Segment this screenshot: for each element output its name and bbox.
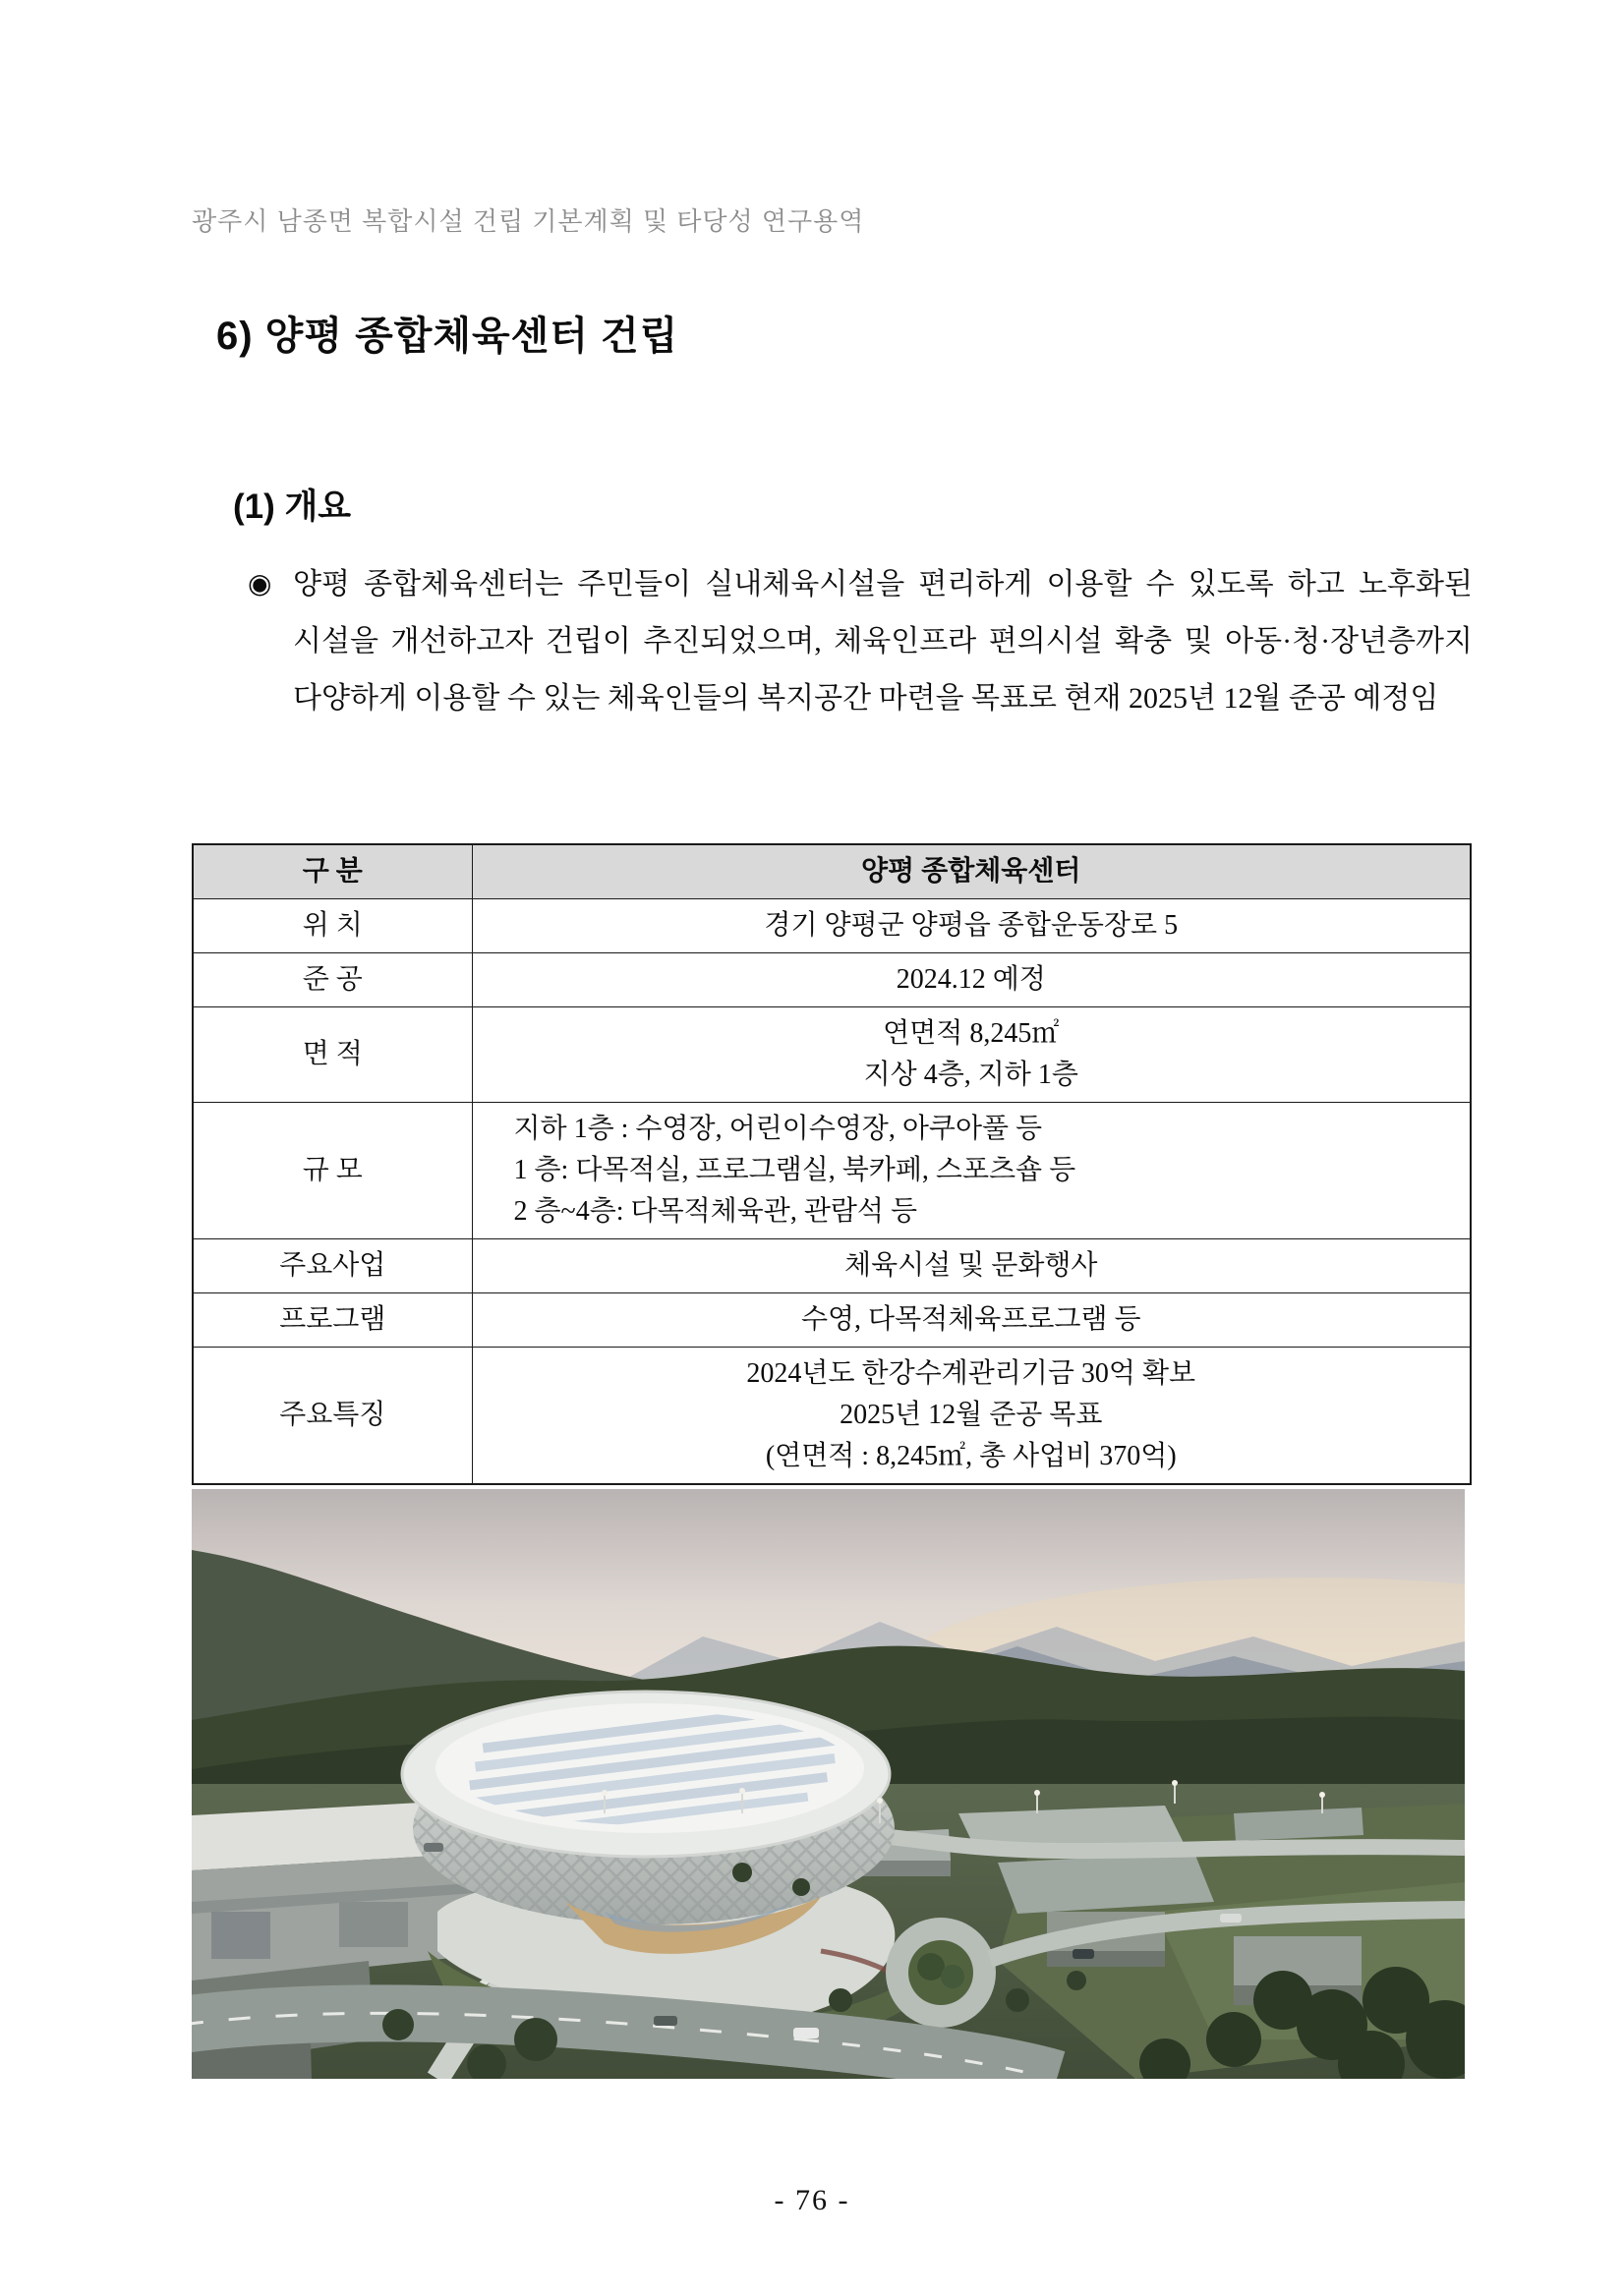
table-header-category: 구 분 xyxy=(193,844,472,899)
row-content-line: (연면적 : 8,245㎡, 총 사업비 370억) xyxy=(765,1441,1177,1471)
row-label: 프로그램 xyxy=(193,1293,472,1348)
subsection-title: (1) 개요 xyxy=(233,488,352,526)
row-content-line: 2024.12 예정 xyxy=(896,964,1046,995)
section-title: 6) 양평 종합체육센터 건립 xyxy=(216,315,679,358)
aerial-rendering-svg xyxy=(192,1489,1465,2079)
overview-paragraph-text: 양평 종합체육센터는 주민들이 실내체육시설을 편리하게 이용할 수 있도록 하고 노후화된 시설을 개선하고자 건립이 추진되었으며, 체육인프라 편의시설 확충 및 아동·청·장년층까지 다양하게 이용할 수 있는 체육인들의 복지공간 마련을 목표로 현재 2025년 12월 준공 예정임 xyxy=(293,568,1473,715)
row-content-line: 수영, 다목적체육프로그램 등 xyxy=(800,1304,1141,1335)
row-content xyxy=(472,1348,1471,1485)
row-content xyxy=(472,1293,1471,1348)
table-row xyxy=(193,1239,1471,1293)
row-content-line: 2 층~4층: 다목적체육관, 관람석 등 xyxy=(513,1196,918,1227)
row-content-line: 지상 4층, 지하 1층 xyxy=(863,1060,1078,1090)
row-content-line: 연면적 8,245㎡ xyxy=(883,1018,1060,1049)
table-body xyxy=(193,899,1471,1485)
overview-paragraph xyxy=(248,556,1473,727)
row-content xyxy=(472,1239,1471,1293)
table-row xyxy=(193,1293,1471,1348)
row-content-line: 1 층: 다목적실, 프로그램실, 북카페, 스포츠숍 등 xyxy=(513,1155,1076,1185)
table-header-facility: 양평 종합체육센터 xyxy=(472,844,1471,899)
running-head: 광주시 남종면 복합시설 건립 기본계획 및 타당성 연구용역 xyxy=(192,206,865,236)
row-label: 규 모 xyxy=(193,1103,472,1239)
row-content xyxy=(472,1007,1471,1103)
row-label: 면 적 xyxy=(193,1007,472,1103)
table-row xyxy=(193,899,1471,953)
row-content-line: 2024년도 한강수계관리기금 30억 확보 xyxy=(746,1358,1196,1389)
page-number: - 76 - xyxy=(774,2184,850,2216)
row-content xyxy=(472,1103,1471,1239)
row-content xyxy=(472,953,1471,1007)
row-content-line: 2025년 12월 준공 목표 xyxy=(840,1400,1103,1430)
aerial-rendering-image xyxy=(192,1489,1465,2079)
row-content-line: 지하 1층 : 수영장, 어린이수영장, 아쿠아풀 등 xyxy=(513,1114,1043,1144)
bullet-icon: ◉ xyxy=(248,569,272,600)
row-label: 위 치 xyxy=(193,899,472,953)
row-label: 주요특징 xyxy=(193,1348,472,1485)
table-row xyxy=(193,953,1471,1007)
table-row xyxy=(193,1007,1471,1103)
table-row xyxy=(193,1348,1471,1485)
table-header-row xyxy=(193,844,1471,899)
facility-spec-table xyxy=(192,843,1472,1485)
row-label: 준 공 xyxy=(193,953,472,1007)
table-row xyxy=(193,1103,1471,1239)
row-content xyxy=(472,899,1471,953)
row-content-line: 체육시설 및 문화행사 xyxy=(844,1250,1098,1281)
row-label: 주요사업 xyxy=(193,1239,472,1293)
row-content-line: 경기 양평군 양평읍 종합운동장로 5 xyxy=(764,910,1179,941)
